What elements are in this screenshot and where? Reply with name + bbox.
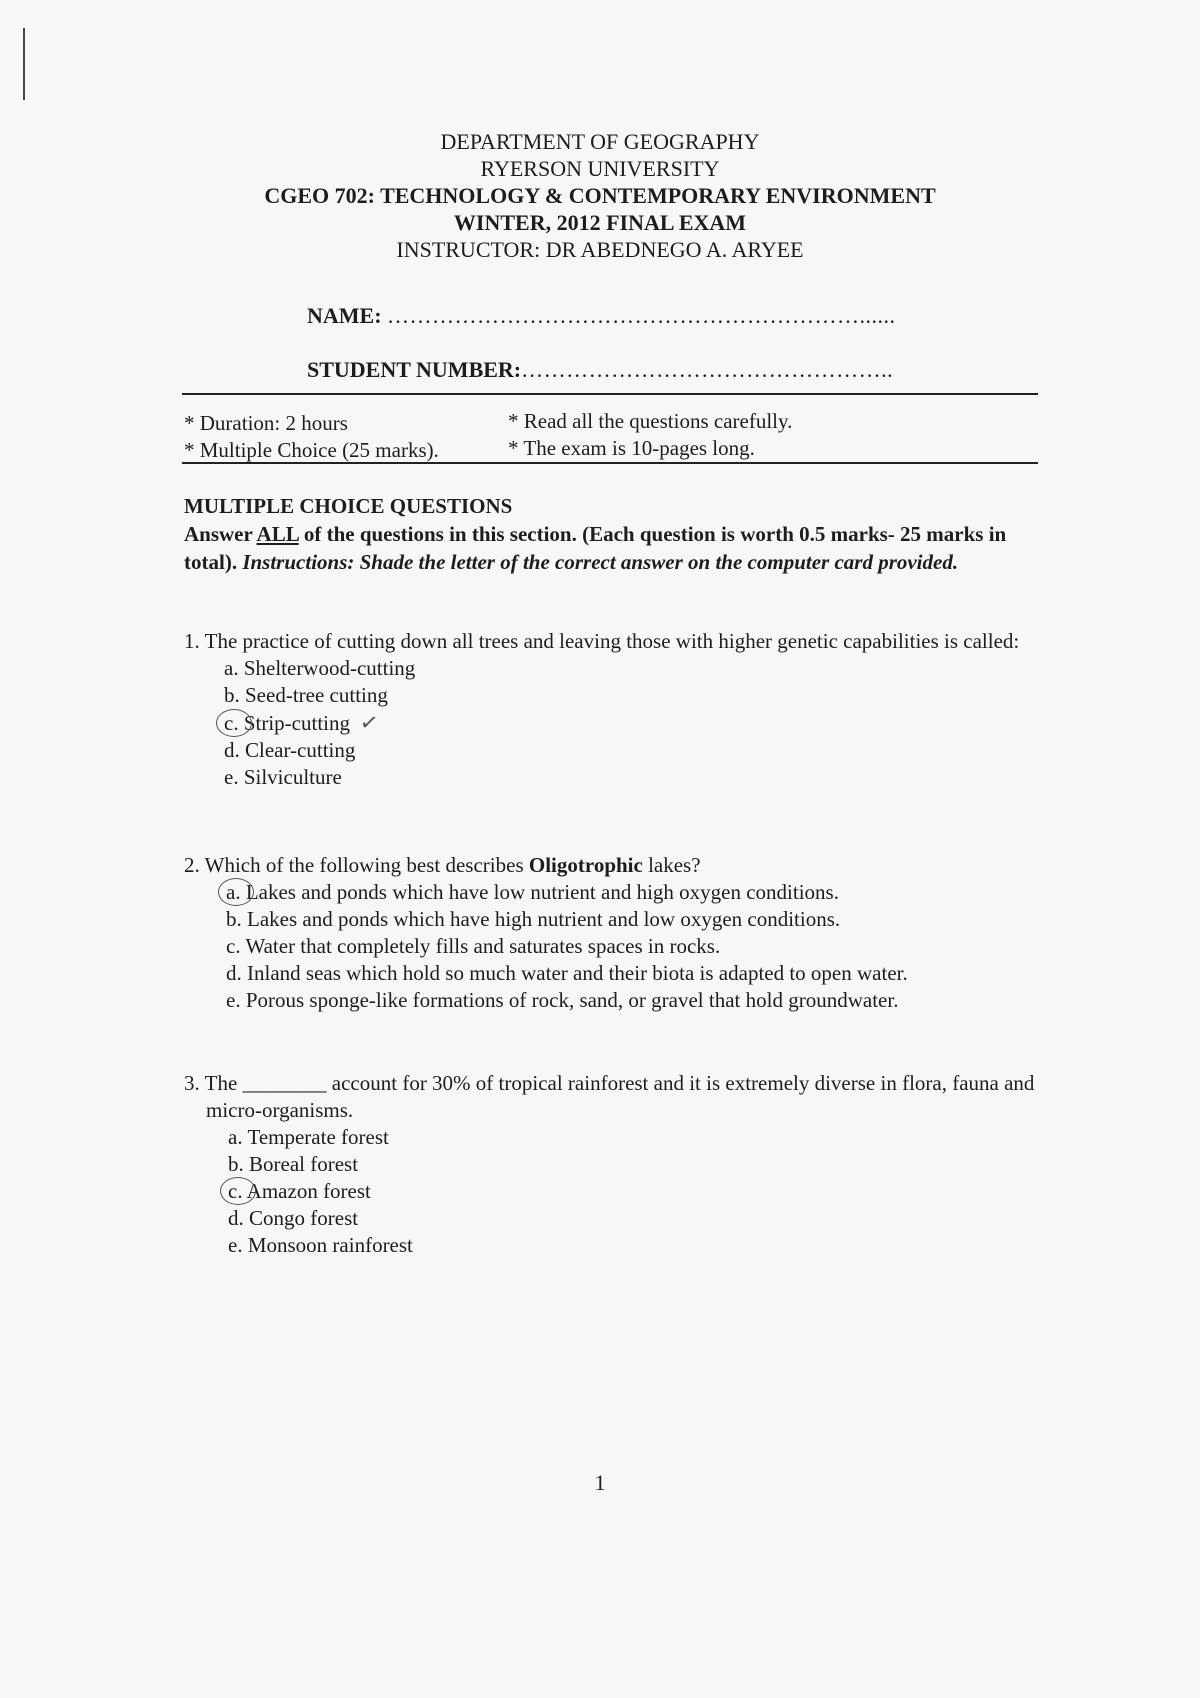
option-text: Strip-cutting [243,711,350,735]
option-text: Monsoon rainforest [247,1233,413,1257]
option-letter: a. [224,656,239,680]
margin-mark [23,28,25,100]
instructor-line: INSTRUCTOR: DR ABEDNEGO A. ARYEE [396,237,804,262]
option-letter [228,1179,243,1203]
option-text: Amazon forest [246,1179,371,1203]
name-dots: ………………………………………………………...... [387,303,896,328]
name-label: NAME: [307,303,382,328]
student-number-label: STUDENT NUMBER: [307,357,522,382]
option-letter: d. [228,1206,244,1230]
option-2c [184,933,1064,960]
option-text: Clear-cutting [245,738,356,762]
read-info: * Read all the questions carefully. [508,409,793,433]
option-1b [184,682,1064,709]
option-2e [184,987,1064,1014]
option-text: Lakes and ponds which have low nutrient and high oxygen conditions. [245,880,839,904]
page-number: 1 [594,1470,606,1495]
name-field [307,303,896,329]
student-number-field [307,357,893,383]
option-2d [184,960,1028,987]
option-letter-text: c. [224,711,239,735]
option-text: Shelterwood-cutting [243,656,416,680]
question-1-text: The practice of cutting down all trees and leaving those with higher genetic capabilities is called: [204,629,1020,653]
instr-all: ALL [256,522,299,546]
question-3-number: 3. [184,1071,200,1095]
question-2-keyword: Oligotrophic [528,853,643,877]
question-2-text-b: lakes? [642,853,701,877]
question-2-stem [184,852,1064,879]
option-3a [184,1124,1064,1151]
mcq-section [184,492,1040,576]
option-text: Seed-tree cutting [245,683,388,707]
option-text: Inland seas which hold so much water and their biota is adapted to open water. [247,961,908,985]
instr-part-b: of the questions in this section. (Each question is worth 0.5 marks- 25 marks in total). [184,522,1007,574]
option-3b [184,1151,1064,1178]
option-letter-text: a. [226,880,241,904]
question-2 [184,852,1064,1014]
question-1-number: 1. [184,629,200,653]
term-line: WINTER, 2012 FINAL EXAM [453,210,747,235]
exam-header [0,128,1200,263]
option-text: Temperate forest [247,1125,389,1149]
course-line: CGEO 702: TECHNOLOGY & CONTEMPORARY ENVIRONMENT [264,183,936,208]
instr-part-a: Answer [184,522,257,546]
option-letter: b. [228,1152,244,1176]
option-1d [184,737,1064,764]
option-text: Water that completely fills and saturates spaces in rocks. [245,934,721,958]
option-letter [224,711,239,735]
question-1-stem [184,628,1064,655]
multiple-choice-info: * Multiple Choice (25 marks). [184,438,439,462]
bottom-rule [182,462,1038,464]
option-letter: e. [228,1233,243,1257]
option-1e [184,764,1064,791]
option-letter: a. [228,1125,243,1149]
question-3 [184,1070,1064,1259]
question-1 [184,628,1064,791]
option-letter [226,880,241,904]
duration-info: * Duration: 2 hours [184,411,348,435]
top-rule [182,393,1038,395]
option-text: Lakes and ponds which have high nutrient and low oxygen conditions. [247,907,841,931]
option-letter: e. [224,765,239,789]
option-1c [184,709,1064,737]
option-text: Congo forest [249,1206,359,1230]
option-3d [184,1205,1064,1232]
option-text: Boreal forest [249,1152,359,1176]
university-line: RYERSON UNIVERSITY [480,156,720,181]
option-letter: b. [224,683,240,707]
option-2b [184,906,1064,933]
department-line: DEPARTMENT OF GEOGRAPHY [440,129,760,154]
question-3-stem [184,1070,1036,1124]
question-2-text-a: Which of the following best describes [204,853,529,877]
instr-italic: Instructions: Shade the letter of the correct answer on the computer card provided. [242,550,959,574]
option-2a [184,879,1064,906]
section-instructions [184,520,1040,576]
option-text: Porous sponge-like formations of rock, sand, or gravel that hold groundwater. [245,988,899,1012]
option-letter-text: c. [228,1179,243,1203]
pages-info: * The exam is 10-pages long. [508,436,755,460]
question-3-text: The ________ account for 30% of tropical rainforest and it is extremely diverse in flora, fauna and micro-organisms. [204,1071,1035,1122]
option-3c [184,1178,1064,1205]
option-3e [184,1232,1064,1259]
question-2-number: 2. [184,853,200,877]
option-letter: c. [226,934,241,958]
option-letter: b. [226,907,242,931]
option-letter: e. [226,988,241,1012]
student-number-dots: ………………………………………….. [521,357,894,382]
check-mark-icon: ✓ [358,708,381,737]
option-letter: d. [224,738,240,762]
option-1a [184,655,1064,682]
section-title: MULTIPLE CHOICE QUESTIONS [184,494,513,518]
option-text: Silviculture [243,765,342,789]
option-letter: d. [226,961,242,985]
